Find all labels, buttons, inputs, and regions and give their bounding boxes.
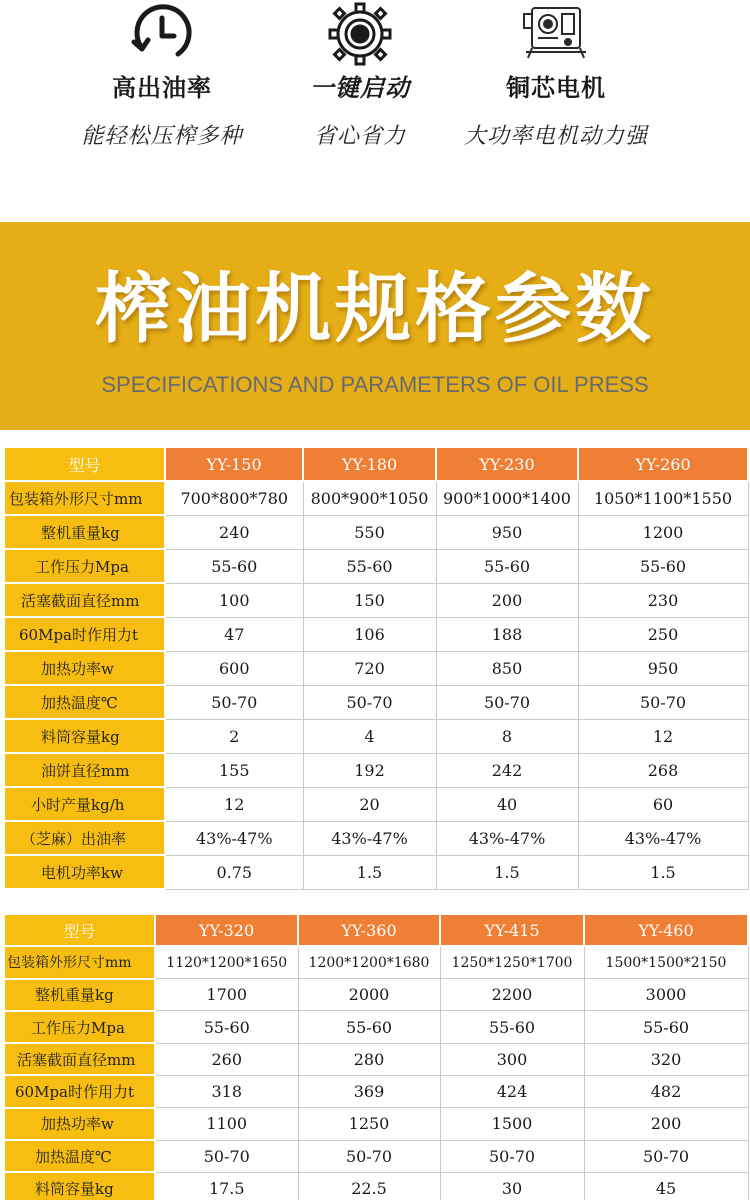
feature-subtitle: 大功率电机动力强 [463, 124, 648, 149]
cell-value: 20 [303, 787, 436, 821]
row-label: 活塞截面直径mm [4, 1043, 155, 1075]
row-label: 油饼直径mm [4, 753, 165, 787]
cell-value: 106 [303, 617, 436, 651]
feature-copper-motor [436, 0, 676, 150]
cell-value: 55-60 [298, 1011, 440, 1043]
row-label: 料筒容量kg [4, 719, 165, 753]
cell-value: 318 [155, 1075, 298, 1107]
cell-value: 1.5 [578, 855, 748, 889]
cell-value: 50-70 [436, 685, 578, 719]
cell-value: 45 [584, 1172, 748, 1200]
model-header-label: 型号 [4, 914, 155, 946]
cell-value: 1250 [298, 1108, 440, 1140]
cell-value: 850 [436, 651, 578, 685]
row-label: 包装箱外形尺寸mm [4, 481, 165, 515]
model-header-label: 型号 [4, 447, 165, 481]
table-row [4, 1172, 748, 1200]
cell-value: 47 [165, 617, 303, 651]
cell-value: 1200 [578, 515, 748, 549]
model-header-cell: YY-260 [578, 447, 748, 481]
cell-value: 4 [303, 719, 436, 753]
cell-value: 8 [436, 719, 578, 753]
cell-value: 2000 [298, 979, 440, 1011]
cell-value: 250 [578, 617, 748, 651]
feature-subtitle: 能轻松压榨多种 [81, 124, 243, 149]
cell-value: 43%-47% [165, 821, 303, 855]
model-header-cell: YY-415 [440, 914, 584, 946]
cell-value: 55-60 [303, 549, 436, 583]
gear-icon [322, 2, 398, 66]
cell-value: 200 [436, 583, 578, 617]
cell-value: 260 [155, 1043, 298, 1075]
cell-value: 155 [165, 753, 303, 787]
cell-value: 188 [436, 617, 578, 651]
cell-value: 550 [303, 515, 436, 549]
cell-value: 424 [440, 1075, 584, 1107]
banner-title: 榨油机规格参数 [95, 264, 655, 353]
spec-table-body [4, 447, 748, 889]
cell-value: 12 [165, 787, 303, 821]
cell-value: 1250*1250*1700 [440, 946, 584, 978]
feature-strip [0, 0, 750, 220]
cell-value: 950 [578, 651, 748, 685]
cell-value: 600 [165, 651, 303, 685]
table-header-row [4, 914, 748, 946]
table-row [4, 685, 748, 719]
cell-value: 12 [578, 719, 748, 753]
spec-banner [0, 222, 750, 430]
model-header-cell: YY-320 [155, 914, 298, 946]
cell-value: 1.5 [436, 855, 578, 889]
cell-value: 230 [578, 583, 748, 617]
row-label: 60Mpa时作用力t [4, 617, 165, 651]
cell-value: 1500*1500*2150 [584, 946, 748, 978]
cell-value: 55-60 [440, 1011, 584, 1043]
model-header-cell: YY-230 [436, 447, 578, 481]
table-row [4, 1140, 748, 1172]
spec-table-body [4, 914, 748, 1200]
cell-value: 700*800*780 [165, 481, 303, 515]
cell-value: 100 [165, 583, 303, 617]
table-row [4, 549, 748, 583]
cell-value: 482 [584, 1075, 748, 1107]
table-row [4, 617, 748, 651]
row-label: 整机重量kg [4, 515, 165, 549]
banner-subtitle: SPECIFICATIONS AND PARAMETERS OF OIL PRESS [101, 372, 649, 397]
cell-value: 950 [436, 515, 578, 549]
cell-value: 280 [298, 1043, 440, 1075]
table-row [4, 821, 748, 855]
feature-title: 一键启动 [310, 74, 410, 102]
motor-icon [518, 2, 594, 66]
cell-value: 43%-47% [578, 821, 748, 855]
table-row [4, 651, 748, 685]
cell-value: 242 [436, 753, 578, 787]
cell-value: 150 [303, 583, 436, 617]
cell-value: 1200*1200*1680 [298, 946, 440, 978]
table-row [4, 753, 748, 787]
table-row [4, 946, 748, 978]
table-row [4, 719, 748, 753]
cell-value: 43%-47% [303, 821, 436, 855]
cell-value: 17.5 [155, 1172, 298, 1200]
cell-value: 192 [303, 753, 436, 787]
table-row [4, 515, 748, 549]
cell-value: 200 [584, 1108, 748, 1140]
row-label: 工作压力Mpa [4, 549, 165, 583]
table-row [4, 481, 748, 515]
row-label: 电机功率kw [4, 855, 165, 889]
row-label: 60Mpa时作用力t [4, 1075, 155, 1107]
cell-value: 50-70 [165, 685, 303, 719]
feature-title: 高出油率 [112, 74, 212, 102]
feature-title: 铜芯电机 [506, 74, 606, 102]
table-row [4, 855, 748, 889]
table-header-row [4, 447, 748, 481]
cell-value: 240 [165, 515, 303, 549]
cell-value: 40 [436, 787, 578, 821]
row-label: 包装箱外形尺寸mm [4, 946, 155, 978]
cell-value: 1500 [440, 1108, 584, 1140]
cell-value: 50-70 [440, 1140, 584, 1172]
spec-table-2 [3, 913, 749, 1200]
table-row [4, 1075, 748, 1107]
cell-value: 300 [440, 1043, 584, 1075]
cell-value: 3000 [584, 979, 748, 1011]
cell-value: 55-60 [584, 1011, 748, 1043]
cell-value: 320 [584, 1043, 748, 1075]
row-label: 料筒容量kg [4, 1172, 155, 1200]
row-label: 加热功率w [4, 1108, 155, 1140]
cell-value: 50-70 [298, 1140, 440, 1172]
cell-value: 1700 [155, 979, 298, 1011]
cell-value: 0.75 [165, 855, 303, 889]
row-label: 加热功率w [4, 651, 165, 685]
cell-value: 1050*1100*1550 [578, 481, 748, 515]
cell-value: 1100 [155, 1108, 298, 1140]
cell-value: 50-70 [578, 685, 748, 719]
model-header-cell: YY-180 [303, 447, 436, 481]
cell-value: 1120*1200*1650 [155, 946, 298, 978]
cell-value: 60 [578, 787, 748, 821]
table-row [4, 1108, 748, 1140]
cell-value: 50-70 [303, 685, 436, 719]
cell-value: 268 [578, 753, 748, 787]
row-label: （芝麻）出油率 [4, 821, 165, 855]
cell-value: 55-60 [578, 549, 748, 583]
cell-value: 2 [165, 719, 303, 753]
table-row [4, 1011, 748, 1043]
row-label: 工作压力Mpa [4, 1011, 155, 1043]
spec-table-1 [3, 446, 749, 890]
row-label: 整机重量kg [4, 979, 155, 1011]
cell-value: 43%-47% [436, 821, 578, 855]
row-label: 加热温度℃ [4, 1140, 155, 1172]
cell-value: 800*900*1050 [303, 481, 436, 515]
row-label: 小时产量kg/h [4, 787, 165, 821]
clock-icon [124, 2, 200, 66]
cell-value: 55-60 [165, 549, 303, 583]
table-row [4, 1043, 748, 1075]
cell-value: 55-60 [436, 549, 578, 583]
model-header-cell: YY-360 [298, 914, 440, 946]
cell-value: 2200 [440, 979, 584, 1011]
table-row [4, 787, 748, 821]
cell-value: 50-70 [155, 1140, 298, 1172]
cell-value: 55-60 [155, 1011, 298, 1043]
table-row [4, 583, 748, 617]
cell-value: 720 [303, 651, 436, 685]
row-label: 加热温度℃ [4, 685, 165, 719]
row-label: 活塞截面直径mm [4, 583, 165, 617]
cell-value: 1.5 [303, 855, 436, 889]
cell-value: 22.5 [298, 1172, 440, 1200]
model-header-cell: YY-150 [165, 447, 303, 481]
cell-value: 50-70 [584, 1140, 748, 1172]
cell-value: 369 [298, 1075, 440, 1107]
cell-value: 30 [440, 1172, 584, 1200]
feature-subtitle: 省心省力 [313, 124, 406, 149]
cell-value: 900*1000*1400 [436, 481, 578, 515]
table-row [4, 979, 748, 1011]
model-header-cell: YY-460 [584, 914, 748, 946]
